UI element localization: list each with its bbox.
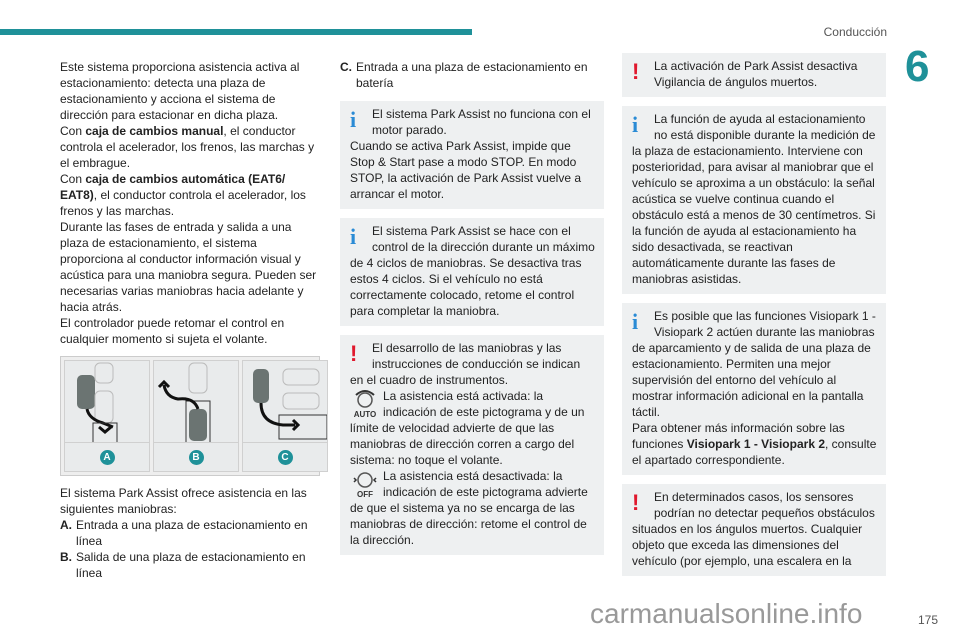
- info-icon: i: [350, 224, 357, 249]
- paragraph: El controlador puede retomar el control en cualquier momento si sujeta el volante.: [60, 316, 285, 346]
- info-box: i Es posible que las funciones Visiopark 1 - Visiopark 2 actúen durante las maniobras de aparcamiento y de salida de una plaza de estacionamiento. Permiten una mejor supervisión del entorno del vehículo al mostrar información adicional en la pantalla táctil. Para obtener más información sobre las funciones Visiopark 1 - Visiopark 2, consulte el apartado correspondiente.: [622, 303, 886, 475]
- steering-auto-icon: [350, 388, 380, 420]
- steering-off-icon: [350, 468, 380, 500]
- figure-panel-a: [64, 360, 150, 472]
- page-number: 175: [918, 613, 939, 627]
- list-item: C. Entrada a una plaza de estacionamiento en batería: [340, 60, 588, 90]
- list-item: A. Entrada a una plaza de estacionamiento en línea: [60, 518, 308, 548]
- chapter-number: 6: [905, 42, 930, 91]
- parallel-entry-illustration: [65, 361, 149, 442]
- paragraph: Este sistema proporciona asistencia activa al estacionamiento: detecta una plaza de estacionamiento y acciona el sistema de dirección para estacionar en dicha plaza.: [60, 60, 300, 122]
- label-a-badge: A: [100, 450, 115, 465]
- figure-panel-c: [242, 360, 328, 472]
- watermark: carmanualsonline.info: [590, 598, 863, 629]
- paragraph: El sistema Park Assist ofrece asistencia en las siguientes maniobras:: [60, 486, 307, 516]
- list-item: B. Salida de una plaza de estacionamiento en línea: [60, 550, 306, 580]
- info-box: i El sistema Park Assist se hace con el control de la dirección durante un máximo de 4 ciclos de maniobras. Se desactiva tras estos 4 ciclos. Si el vehículo no está correctamente colocado, retome el control para completar la maniobra.: [340, 218, 604, 326]
- warning-icon: !: [632, 490, 640, 515]
- section-title: Conducción: [823, 25, 887, 39]
- perpendicular-entry-illustration: [243, 361, 327, 442]
- park-assist-figure: [60, 356, 320, 476]
- info-box: i El sistema Park Assist no funciona con el motor parado. Cuando se activa Park Assist, impide que Stop & Start pase a modo STOP. En modo STOP, la activación de Park Assist vuelve a arrancar el motor.: [340, 101, 604, 209]
- warning-box: ! El desarrollo de las maniobras y las instrucciones de conducción se indican en el cuadro de instrumentos. AUTO La asistencia está activada: la indicación de este pictograma y de un límite de velocidad advierte de que las maniobras de dirección corren a cargo del sistema: no toque el volante. OFF La asistencia está desactivada: la indicación de este pictograma advierte de que el sistema ya no se encarga de las maniobras de dirección: retome el control de la dirección.: [340, 335, 604, 555]
- warning-icon: !: [350, 341, 358, 366]
- paragraph: Durante las fases de entrada y salida a una plaza de estacionamiento, el sistema proporciona al conductor información visual y acústica para una maniobra segura. Pueden ser necesarias varias maniobras hacia adelante y hacia atrás.: [60, 220, 317, 314]
- column-2: [340, 59, 604, 564]
- info-box: i La función de ayuda al estacionamiento no está disponible durante la medición de la plaza de estacionamiento. Interviene con posterioridad, para avisar al maniobrar que el vehículo se aproxima a un obstáculo: la señal acústica se vuelve continua cuando el obstáculo está a menos de 30 centímetros. Si la función de ayuda al estacionamiento ha sido desactivada, se reactivan automáticamente durante las fases de maniobras asistidas.: [622, 106, 886, 294]
- figure-panel-b: [153, 360, 239, 472]
- warning-box: ! En determinados casos, los sensores podrían no detectar pequeños obstáculos situados en los ángulos muertos. Cualquier objeto que exceda las dimensiones del vehículo (por ejemplo, una escalera en la: [622, 484, 886, 576]
- auto-label: AUTO: [353, 410, 377, 419]
- parallel-exit-illustration: [154, 361, 238, 442]
- column-1: [60, 59, 322, 581]
- column-3: [622, 53, 886, 585]
- paragraph: Con caja de cambios manual, el conductor controla el acelerador, los frenos, las marchas y el embrague.: [60, 124, 315, 170]
- label-c-badge: C: [278, 450, 293, 465]
- info-icon: i: [632, 112, 639, 137]
- warning-icon: !: [632, 59, 640, 84]
- paragraph: Con caja de cambios automática (EAT6/ EAT8), el conductor controla el acelerador, los frenos y las marchas.: [60, 172, 306, 218]
- info-icon: i: [350, 107, 357, 132]
- header-bar: [0, 29, 472, 35]
- label-b-badge: B: [189, 450, 204, 465]
- off-label: OFF: [357, 490, 373, 499]
- info-icon: i: [632, 309, 639, 334]
- warning-box: ! La activación de Park Assist desactiva Vigilancia de ángulos muertos.: [622, 53, 886, 97]
